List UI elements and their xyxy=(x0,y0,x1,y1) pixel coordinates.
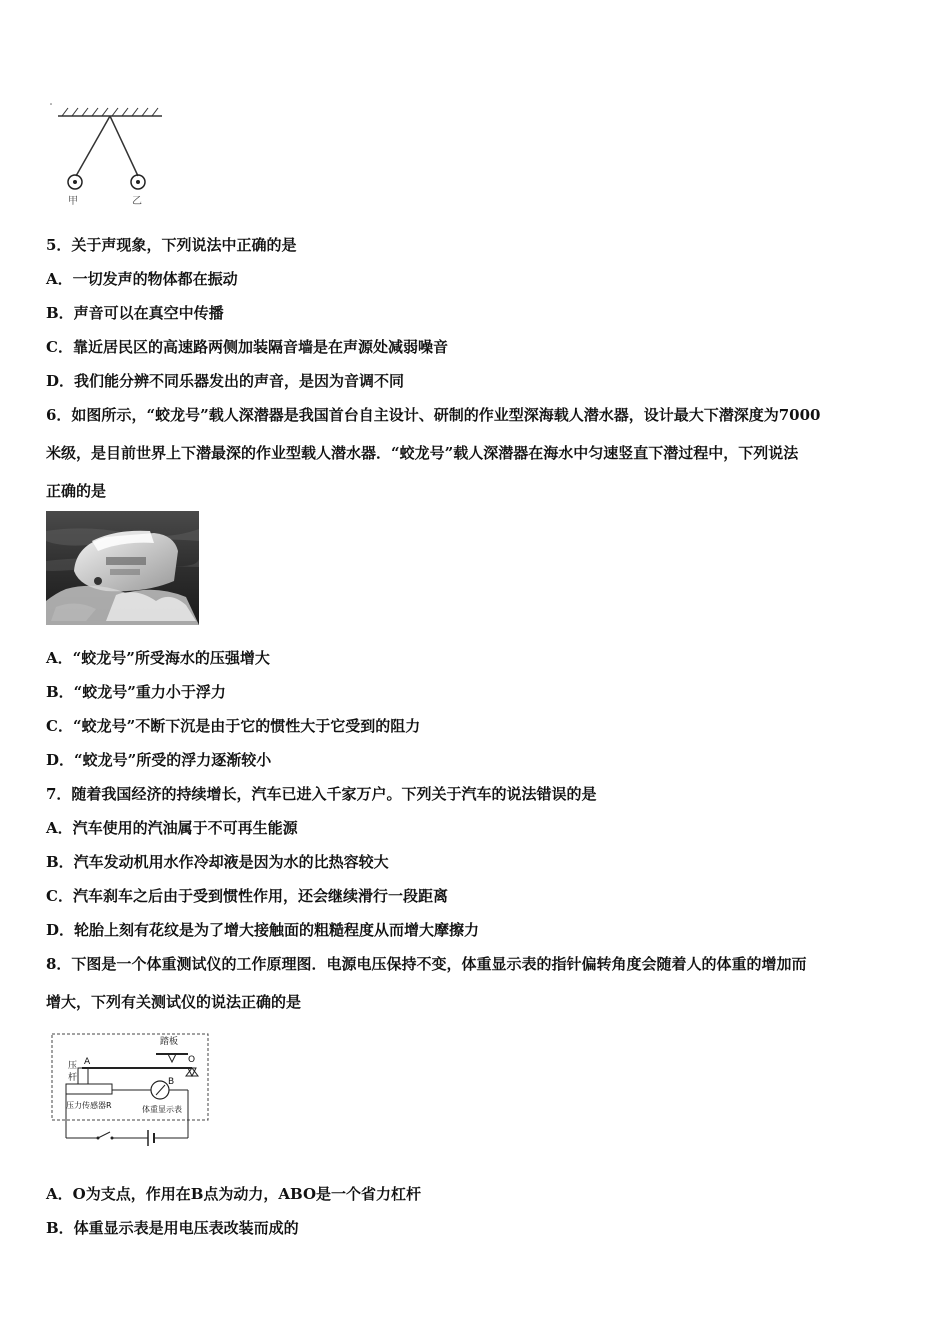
q7-option-d: D．轮胎上刻有花纹是为了增大接触面的粗糙程度从而增大摩擦力 xyxy=(46,921,480,939)
q6-option-b: B．“蛟龙号”重力小于浮力 xyxy=(46,683,226,701)
q5-option-a: A．一切发声的物体都在振动 xyxy=(46,270,238,288)
q5-stem: 5．关于声现象，下列说法中正确的是 xyxy=(46,236,297,254)
weight-scale-circuit-diagram xyxy=(46,1030,214,1154)
circuit-point-o: O xyxy=(188,1055,196,1065)
q7-option-b: B．汽车发动机用水作冷却液是因为水的比热容较大 xyxy=(46,853,389,871)
q5-option-d: D．我们能分辨不同乐器发出的声音，是因为音调不同 xyxy=(46,372,405,390)
circuit-point-b: B xyxy=(168,1077,175,1087)
q6-stem-line3: 正确的是 xyxy=(46,482,107,500)
q6-option-c: C．“蛟龙号”不断下沉是由于它的惯性大于它受到的阻力 xyxy=(46,717,421,735)
q6-stem-line1: 6．如图所示，“蛟龙号”载人深潜器是我国首台自主设计、研制的作业型深海载人潜水器，设计最大下潜深度为7000 xyxy=(46,406,821,424)
circuit-point-a: A xyxy=(84,1057,91,1067)
pendulum-figure xyxy=(46,98,166,210)
q5-option-b: B．声音可以在真空中传播 xyxy=(46,304,224,322)
q8-option-a: A．O为支点，作用在B点为动力，ABO是一个省力杠杆 xyxy=(46,1185,422,1203)
circuit-sensor-label: 压力传感器R xyxy=(66,1101,112,1110)
q6-stem-line2: 米级，是目前世界上下潜最深的作业型载人潜水器．“蛟龙号”载人深潜器在海水中匀速竖直下潜过程中，下列说法 xyxy=(46,444,799,462)
q8-stem-line2: 增大，下列有关测试仪的说法正确的是 xyxy=(46,993,302,1011)
submarine-photo xyxy=(46,511,199,625)
q6-option-a: A．“蛟龙号”所受海水的压强增大 xyxy=(46,649,270,667)
q7-stem: 7．随着我国经济的持续增长，汽车已进入千家万户。下列关于汽车的说法错误的是 xyxy=(46,785,597,803)
q7-option-c: C．汽车刹车之后由于受到惯性作用，还会继续滑行一段距离 xyxy=(46,887,448,905)
pendulum-label-left: 甲 xyxy=(68,196,78,207)
q8-option-b: B．体重显示表是用电压表改装而成的 xyxy=(46,1219,299,1237)
q6-option-d: D．“蛟龙号”所受的浮力逐渐较小 xyxy=(46,751,272,769)
q8-stem-line1: 8．下图是一个体重测试仪的工作原理图．电源电压保持不变，体重显示表的指针偏转角度会随着人的体重的增加而 xyxy=(46,955,807,973)
circuit-pedal-label: 踏板 xyxy=(160,1037,179,1047)
circuit-lever-label-1: 压 xyxy=(68,1061,78,1071)
circuit-lever-label-2: 杆 xyxy=(68,1073,78,1083)
q5-option-c: C．靠近居民区的高速路两侧加装隔音墙是在声源处减弱噪音 xyxy=(46,338,448,356)
pendulum-label-right: 乙 xyxy=(132,196,142,207)
q7-option-a: A．汽车使用的汽油属于不可再生能源 xyxy=(46,819,298,837)
circuit-meter-label: 体重显示表 xyxy=(142,1105,182,1114)
